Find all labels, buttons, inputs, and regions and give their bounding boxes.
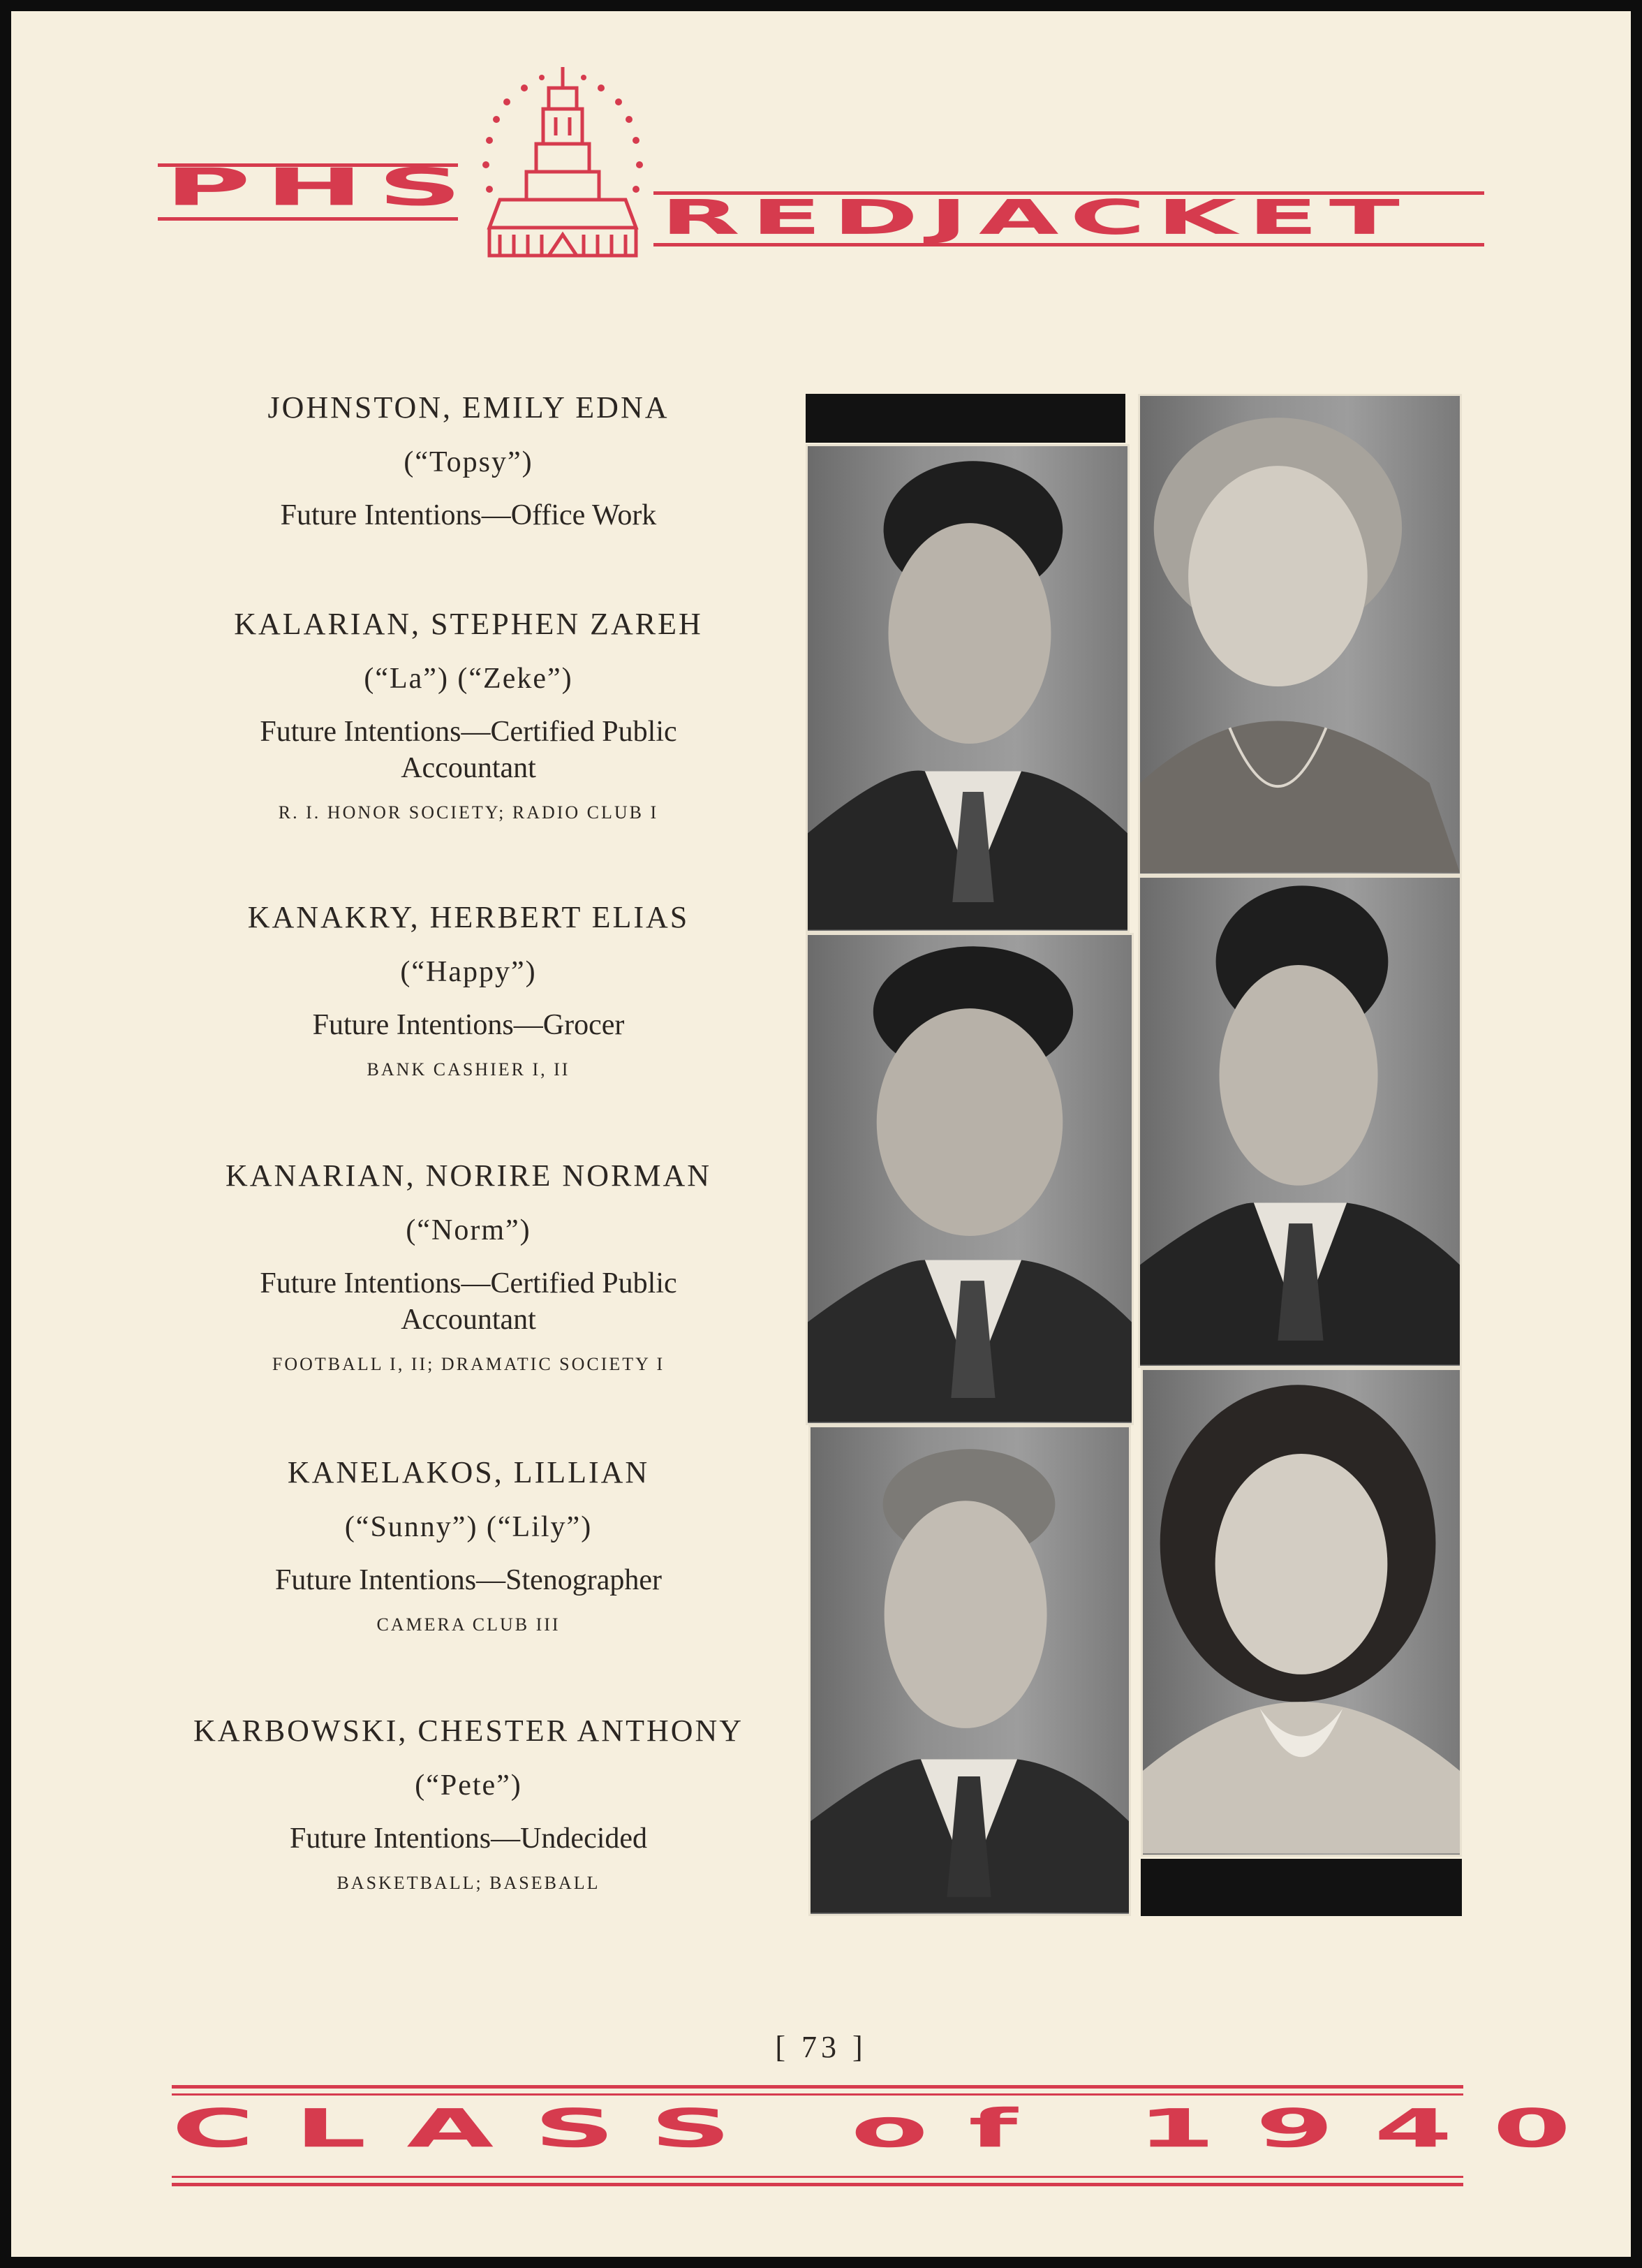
student-entry — [123, 1453, 814, 1637]
footer-rule — [172, 2183, 1463, 2186]
student-entry — [123, 1156, 814, 1377]
student-name: KANELAKOS, LILLIAN — [287, 1455, 650, 1489]
student-future-intentions: Future Intentions—Office Work — [280, 499, 657, 531]
page-header — [158, 60, 1484, 270]
student-nickname: (“La”) (“Zeke”) — [364, 663, 573, 695]
black-bar — [806, 394, 1125, 443]
male-portrait-icon — [808, 935, 1132, 1423]
student-future-intentions: Future Intentions—Undecided — [289, 1822, 648, 1855]
student-activities: CAMERA CLUB III — [376, 1614, 561, 1635]
footer-rule — [172, 2093, 1463, 2096]
portrait-photo — [1138, 394, 1462, 876]
student-future-intentions: Future Intentions—Grocer — [312, 1009, 625, 1041]
male-portrait-icon — [811, 1427, 1129, 1914]
portrait-photo — [806, 444, 1130, 933]
black-bar — [1141, 1859, 1462, 1916]
student-name: KANAKRY, HERBERT ELIAS — [247, 900, 690, 934]
portrait-photo — [806, 933, 1134, 1425]
student-nickname: (“Pete”) — [415, 1769, 522, 1802]
header-phs-title: PHS — [165, 158, 477, 218]
student-entry — [123, 1711, 814, 1896]
student-nickname: (“Sunny”) (“Lily”) — [344, 1511, 593, 1543]
student-nickname: (“Topsy”) — [404, 446, 533, 478]
student-activities: FOOTBALL I, II; DRAMATIC SOCIETY I — [272, 1354, 665, 1374]
student-future-intentions: Future Intentions—Certified Public Accountant — [260, 716, 677, 784]
male-portrait-icon — [808, 446, 1127, 931]
student-future-intentions: Future Intentions—Certified Public Accountant — [260, 1267, 677, 1336]
student-entry — [123, 605, 814, 825]
student-nickname: (“Happy”) — [400, 956, 537, 988]
student-entry — [123, 388, 814, 533]
student-future-intentions: Future Intentions—Stenographer — [274, 1564, 663, 1596]
student-nickname: (“Norm”) — [406, 1214, 531, 1246]
header-rule — [158, 217, 458, 221]
class-of-1940-title: CLASS of 1940 — [172, 2098, 1611, 2160]
portrait-grid — [806, 394, 1462, 1916]
page-footer — [172, 2078, 1611, 2197]
male-portrait-icon — [1140, 878, 1460, 1366]
female-portrait-icon — [1143, 1370, 1460, 1855]
student-entry — [123, 898, 814, 1082]
student-activities: R. I. HONOR SOCIETY; RADIO CLUB I — [278, 802, 659, 823]
bell-tower-emblem-icon — [458, 60, 667, 270]
student-activities: BANK CASHIER I, II — [367, 1059, 570, 1080]
footer-rule — [172, 2085, 1463, 2089]
student-activities: BASKETBALL; BASEBALL — [336, 1873, 600, 1893]
student-name: JOHNSTON, EMILY EDNA — [267, 390, 670, 425]
student-name: KALARIAN, STEPHEN ZAREH — [234, 607, 703, 641]
student-name: KARBOWSKI, CHESTER ANTHONY — [193, 1714, 744, 1748]
page-number: [ 73 ] — [775, 2030, 867, 2064]
yearbook-page — [11, 11, 1631, 2257]
footer-rule — [172, 2176, 1463, 2178]
header-redjacket-title: REDJACKET — [660, 189, 1411, 246]
portrait-photo — [808, 1425, 1131, 1916]
female-portrait-icon — [1140, 396, 1460, 874]
portrait-photo — [1138, 876, 1462, 1368]
student-name: KANARIAN, NORIRE NORMAN — [225, 1158, 711, 1193]
portrait-photo — [1141, 1368, 1462, 1857]
